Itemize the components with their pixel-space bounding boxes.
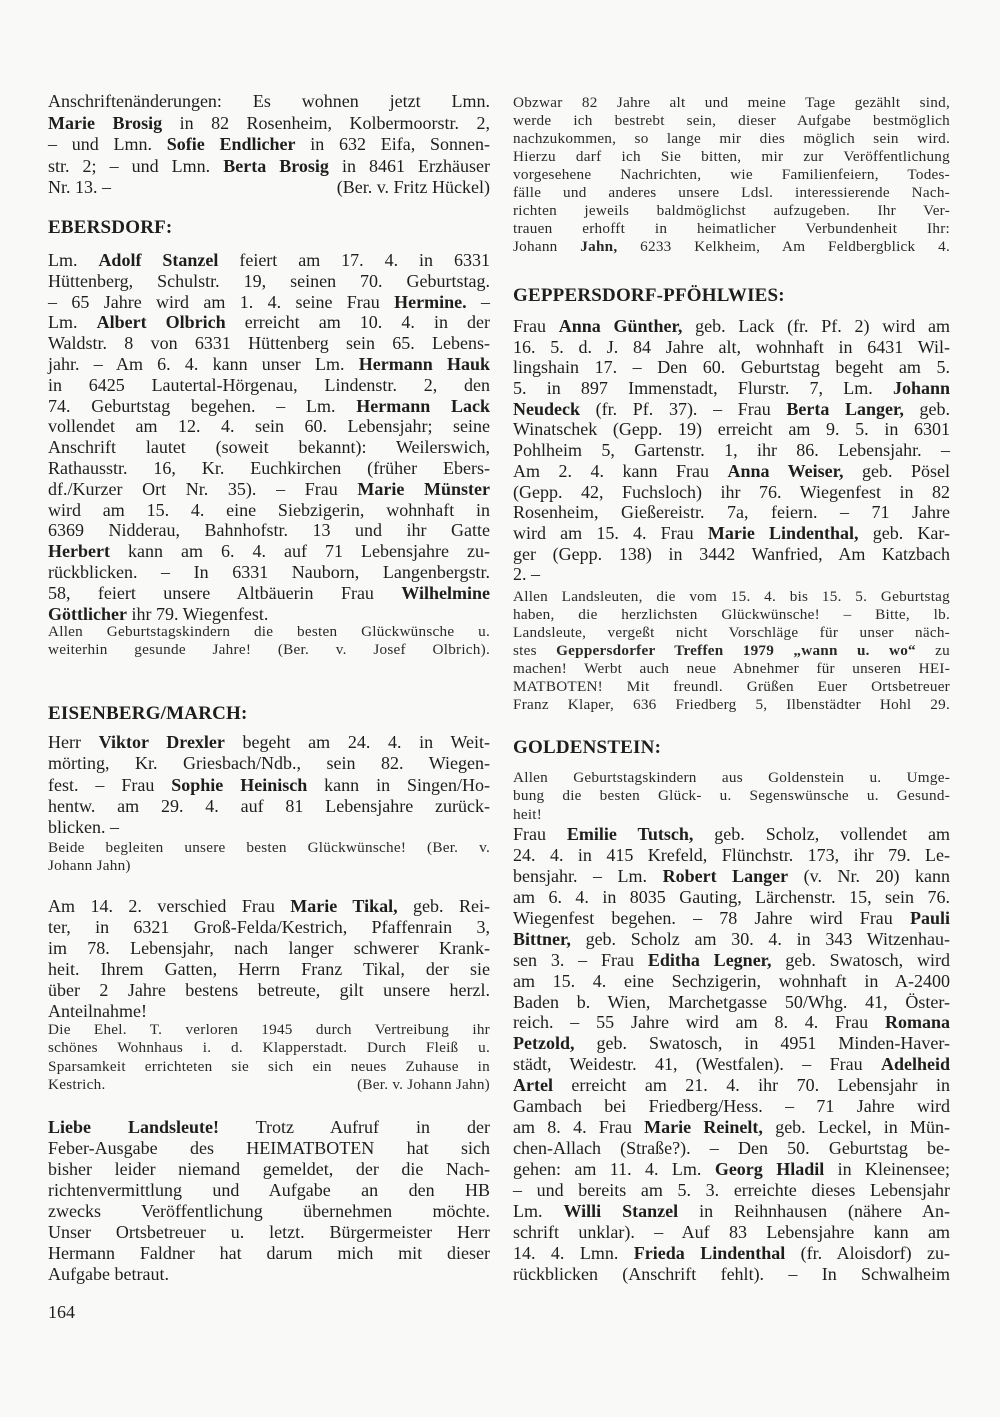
text-line [48, 623, 490, 641]
text-run: schrift unklar). – Auf 83 Lebensjahre kann am [513, 1221, 950, 1242]
text-line [48, 732, 490, 753]
bold-name: Georg Hladil [714, 1159, 825, 1179]
text-run: 74. Geburtstag begehen. – Lm. [48, 395, 357, 416]
bold-name: Hermann Hauk [358, 353, 490, 374]
text-run: Gambach bei Friedberg/Hess. – 71 Jahre wird [513, 1096, 950, 1117]
text-run: (fr. Pf. 37). – Frau [580, 398, 787, 419]
text-line [513, 148, 950, 166]
text-run: sen 3. – Frau [513, 949, 648, 970]
text-run: fest. – Frau [48, 774, 172, 795]
text-line [48, 604, 490, 625]
text-line [48, 1180, 490, 1201]
note-paragraph [513, 94, 950, 256]
text-line [48, 416, 490, 437]
text-run: reich. – 55 Jahre wird am 8. 4. Frau [513, 1012, 885, 1033]
text-line [48, 113, 490, 135]
text-line [48, 500, 490, 521]
text-line [48, 1117, 490, 1138]
text-run: Frau [513, 824, 567, 844]
bold-name: Geppersdorfer Treffen 1979 „wann u. wo“ [556, 642, 916, 659]
text-line [48, 437, 490, 458]
text-run: Landsleute, vergeßt nicht Vorschläge für unser näch- [513, 624, 950, 641]
text-run: heit. Ihrem Gatten, Herrn Franz Tikal, der sie [48, 959, 490, 979]
bold-name: Pauli [909, 907, 950, 928]
text-line [48, 562, 490, 583]
text-line [48, 1222, 490, 1243]
text-line [48, 857, 490, 875]
bold-name: Petzold, [513, 1033, 575, 1054]
text-line [48, 333, 490, 354]
text-line [513, 220, 950, 238]
text-run: 6369 Nidderau, Bahnhofstr. 13 und ihr Gatte [48, 520, 490, 541]
text-run: Rathausstr. 16, Kr. Euchkirchen (früher Ebers- [48, 457, 490, 478]
text-line [48, 775, 490, 796]
text-run: rückblicken. – In 6331 Nauborn, Langenbergstr. [48, 561, 490, 582]
bold-name: Neudeck [513, 398, 580, 419]
text-line [48, 641, 490, 659]
text-run: ter, in 6321 Groß-Felda/Kestrich, Pfaffenrain 3, [48, 917, 490, 937]
text-line [513, 166, 950, 184]
text-run: Nr. 13. – [48, 177, 111, 197]
text-run: Rosenheim, Gießereistr. 7a, feiern. – 71 Jahre [513, 502, 950, 523]
text-run: (v. Nr. 20) kann [788, 865, 951, 886]
text-run: – und Lmn. [48, 134, 167, 154]
text-run: Am 14. 2. verschied Frau [48, 896, 291, 916]
text-run: Unser Ortsbetreuer u. letzt. Bürgermeister Herr [48, 1222, 490, 1242]
text-run: im 78. Lebensjahr, nach langer schwerer Krank- [48, 938, 490, 958]
text-line [48, 250, 490, 271]
text-line [513, 202, 950, 220]
text-run: erreicht am 10. 4. in der [225, 312, 490, 333]
text-run: geb. Swatosch, in 4951 Minden-Haver- [574, 1033, 950, 1054]
text-line [513, 1054, 950, 1075]
text-line [513, 806, 950, 824]
text-run: geb. Scholz, vollendet am [693, 824, 951, 844]
text-line [48, 896, 490, 917]
report-credit: (Ber. v. Johann Jahn) [357, 1075, 490, 1093]
text-run: – [466, 291, 490, 312]
text-run: kann in Singen/Ho- [307, 774, 490, 795]
text-run: richtenvermittlung und Aufgabe an den HB [48, 1180, 490, 1200]
text-run: begeht am 24. 4. in Weit- [224, 732, 490, 752]
text-run: Hierzu darf ich Sie bitten, mir zur Veröffentlichung [513, 148, 950, 165]
text-line [513, 1201, 950, 1222]
text-run: rückblicken (Anschrift fehlt). – In Schwalheim [513, 1263, 950, 1284]
text-line [48, 1021, 490, 1039]
text-run: geb. Swatosch, wird [771, 949, 950, 970]
text-line [513, 787, 950, 805]
bold-name: Frieda Lindenthal [633, 1242, 786, 1263]
text-run: geb. [903, 398, 950, 419]
text-run: gehen: am 11. 4. Lm. [513, 1159, 715, 1179]
note-paragraph [513, 588, 950, 714]
note-paragraph [48, 1021, 490, 1094]
text-run: erreicht am 21. 4. ihr 70. Lebensjahr in [552, 1075, 950, 1096]
text-line [513, 1159, 950, 1180]
text-run: lingshain 17. – Den 60. Geburtstag begeht am 5. [513, 357, 950, 378]
note-paragraph [48, 623, 490, 659]
text-run: am 15. 4. eine Sechzigerin, wohnhaft in A-2400 [513, 970, 950, 991]
text-run: Baden b. Wien, Marchetgasse 50/Whg. 41, Öster- [513, 991, 950, 1012]
text-line [513, 357, 950, 378]
text-run: ihr 79. Wiegenfest. [126, 603, 269, 624]
text-run: haben, die herzlichsten Glückwünsche! – Bitte, lb. [513, 606, 950, 623]
text-line [48, 1001, 490, 1022]
text-run: chen-Allach (Straße?). – Den 50. Geburtstag be- [513, 1138, 950, 1159]
text-line [48, 839, 490, 857]
section-heading: GOLDENSTEIN: [513, 737, 662, 758]
text-line [513, 678, 950, 696]
text-line [513, 1180, 950, 1201]
bold-name: Liebe Landsleute! [48, 1117, 220, 1137]
text-run: heit! [513, 805, 543, 823]
text-run: in Kleinensee; [824, 1159, 950, 1179]
text-run: machen! Werbt auch neue Abnehmer für unseren HEI- [513, 660, 950, 677]
text-run: trauen erhofft in heimatlicher Verbundenheit Ihr: [513, 220, 950, 237]
text-line [513, 1075, 950, 1096]
text-run: in 632 Eifa, Sonnen- [295, 134, 490, 154]
text-line [48, 753, 490, 774]
text-run: 2. – [513, 564, 540, 585]
note-paragraph [513, 769, 950, 824]
text-line [513, 94, 950, 112]
bold-name: Marie Brosig [48, 112, 163, 133]
text-line [513, 112, 950, 130]
text-run: in 8461 Erzhäuser [328, 155, 490, 176]
text-run: vollendet am 12. 4. sein 60. Lebensjahr; seine [48, 416, 490, 437]
text-line [48, 583, 490, 604]
bold-name: Adelheid [880, 1054, 950, 1075]
text-run: zwecks Veröffentlichung übernehmen möchte. [48, 1201, 490, 1221]
text-run: bensjahr. – Lm. [513, 865, 663, 886]
text-line [513, 378, 950, 399]
text-run: blicken. – [48, 817, 119, 838]
text-run: wird am 15. 4. Frau [513, 522, 708, 543]
text-line [513, 399, 950, 420]
bold-name: Berta Langer, [786, 398, 904, 419]
text-run: hentw. am 29. 4. auf 81 Lebensjahre zurück- [48, 795, 490, 816]
text-line [48, 1076, 490, 1094]
text-line [513, 642, 950, 660]
text-run: bisher leider niemand gemeldet, der die Nach- [48, 1159, 490, 1179]
text-run: in Reihnhausen (nähere An- [678, 1200, 950, 1221]
text-line [513, 1033, 950, 1054]
bold-name: Albert Olbrich [96, 312, 226, 333]
bold-name: Marie Lindenthal, [707, 522, 859, 543]
text-run: am 8. 4. Frau [513, 1117, 645, 1138]
text-line [513, 950, 950, 971]
text-line [513, 824, 950, 845]
text-line [48, 458, 490, 479]
text-run: Waldstr. 8 von 6331 Hüttenberg sein 65. Lebens- [48, 333, 490, 354]
text-line [513, 1096, 950, 1117]
text-line [513, 696, 950, 714]
text-run: Die Ehel. T. verloren 1945 durch Vertreibung ihr [48, 1021, 490, 1038]
text-run: am 6. 4. in 8035 Gauting, Lärchenstr. 15, sein 76. [513, 886, 950, 907]
text-line [513, 1117, 950, 1138]
bold-name: Jahn, [580, 238, 618, 255]
text-run: über 2 Jahre bestens betreute, gilt unsere herzl. [48, 980, 490, 1000]
bold-name: Berta Brosig [223, 155, 329, 176]
text-run: städt, Weidestr. 41, (Westfalen). – Frau [513, 1054, 881, 1075]
text-line [513, 130, 950, 148]
text-run: (fr. Aloisdorf) zu- [785, 1242, 951, 1263]
text-run: in 82 Rosenheim, Kolbermoorstr. 2, [162, 112, 490, 133]
bold-name: Viktor Drexler [98, 732, 225, 752]
text-line [48, 541, 490, 562]
text-run: df./Kurzer Ort Nr. 35). – Frau [48, 478, 358, 499]
text-run: Franz Klaper, 636 Friedberg 5, Ilbenstädter Hohl 29. [513, 696, 950, 713]
bold-name: Bittner, [513, 928, 571, 949]
text-line [48, 817, 490, 838]
text-run: Allen Geburtstagskindern aus Goldenstein u. Umge- [513, 769, 950, 786]
text-run: Anteilnahme! [48, 1001, 147, 1021]
text-line [48, 1058, 490, 1076]
bold-name: Marie Tikal, [290, 896, 398, 916]
bold-name: Robert Langer [662, 865, 789, 886]
text-line [48, 271, 490, 292]
text-run: vorgesehene Nachrichten, wie Familienfeiern, Todes- [513, 166, 950, 183]
text-run: weiterhin gesunde Jahre! (Ber. v. Josef Olbrich). [48, 641, 490, 658]
text-line [513, 1264, 950, 1285]
text-run: geb. Kar- [858, 522, 950, 543]
text-run: jahr. – Am 6. 4. kann unser Lm. [48, 353, 359, 374]
text-line [513, 769, 950, 787]
text-run: schönes Wohnhaus i. d. Klapperstadt. Durch Fleiß u. [48, 1039, 490, 1057]
text-line [48, 1264, 490, 1285]
paragraph [48, 1117, 490, 1285]
text-run: Lm. [48, 312, 97, 333]
text-line [513, 564, 950, 585]
text-line [48, 134, 490, 156]
text-line [513, 482, 950, 503]
bold-name: Editha Legner, [647, 949, 772, 970]
text-line [513, 523, 950, 544]
text-run: Wiegenfest begehen. – 78 Jahre wird Frau [513, 907, 910, 928]
section-heading: EBERSDORF: [48, 217, 173, 238]
text-line [48, 980, 490, 1001]
text-run: ger (Gepp. 138) in 3442 Wanfried, Am Katzbach [513, 543, 950, 564]
text-line [48, 354, 490, 375]
text-line [48, 479, 490, 500]
text-run: Lm. [48, 250, 99, 270]
text-line [513, 624, 950, 642]
bold-name: Hermann Lack [356, 395, 490, 416]
text-line [48, 1243, 490, 1264]
bold-name: Johann [892, 378, 950, 399]
report-credit: (Ber. v. Fritz Hückel) [336, 177, 490, 197]
text-run: 24. 4. in 415 Krefeld, Flünchstr. 173, ihr 79. Le- [513, 844, 950, 865]
text-run: werde ich bestrebt sein, dieser Aufgabe bestmöglich [513, 112, 950, 129]
text-run: Johann [513, 238, 581, 255]
text-run: nachzukommen, so lange mir dies möglich sein wird. [513, 130, 950, 147]
text-line [513, 337, 950, 358]
text-line [513, 660, 950, 678]
bold-name: Sophie Heinisch [171, 774, 308, 795]
text-run: zu [915, 642, 950, 659]
text-run: Obzwar 82 Jahre alt und meine Tage gezählt sind, [513, 94, 950, 111]
text-line [513, 238, 950, 256]
text-line [48, 292, 490, 313]
text-line [48, 796, 490, 817]
text-run: Allen Landsleuten, die vom 15. 4. bis 15. 5. Geburtstag [513, 588, 950, 605]
text-line [513, 606, 950, 624]
text-line [48, 396, 490, 417]
text-run: Trotz Aufruf in der [219, 1117, 490, 1137]
text-run: 5. in 897 Immenstadt, Flurstr. 7, Lm. [513, 378, 893, 399]
text-line [48, 156, 490, 178]
text-run: mörting, Kr. Griesbach/Ndb., sein 82. Wiegen- [48, 753, 490, 774]
paragraph [48, 250, 490, 624]
text-line [513, 887, 950, 908]
text-line [48, 91, 490, 113]
text-line [48, 375, 490, 396]
text-run: Pohlheim 5, Gartenstr. 1, ihr 86. Lebensjahr. – [513, 440, 950, 461]
text-run: geb. Leckel, in Mün- [762, 1117, 951, 1138]
text-run: richten jeweils baldmöglichst aufzugeben. Ihr Ver- [513, 202, 950, 219]
text-run: Frau [513, 316, 559, 336]
bold-name: Artel [513, 1075, 553, 1096]
text-line [513, 544, 950, 565]
bold-name: Anna Weiser, [727, 460, 844, 481]
text-line [513, 929, 950, 950]
text-run: Winatschek (Gepp. 19) erreicht am 9. 5. in 6301 [513, 419, 950, 440]
bold-name: Marie Münster [357, 478, 490, 499]
paragraph [513, 824, 950, 1285]
bold-name: Göttlicher [48, 603, 127, 624]
text-run: MATBOTEN! Mit freundl. Grüßen Euer Ortsbetreuer [513, 678, 950, 695]
text-line [48, 959, 490, 980]
text-run: in 6425 Lautertal-Hörgenau, Lindenstr. 2, den [48, 374, 490, 395]
text-line [48, 312, 490, 333]
text-line [513, 908, 950, 929]
text-line [513, 502, 950, 523]
text-run: (Gepp. 42, Fuchsloch) ihr 76. Wiegenfest in 82 [513, 481, 950, 502]
text-run: 16. 5. d. J. 84 Jahre alt, wohnhaft in 6431 Wil- [513, 336, 950, 357]
text-line [48, 1138, 490, 1159]
text-run: Beide begleiten unsere besten Glückwünsche! (Ber. v. [48, 839, 490, 856]
text-line [513, 316, 950, 337]
text-line [48, 520, 490, 541]
text-line [513, 1138, 950, 1159]
text-run: 14. 4. Lmn. [513, 1242, 634, 1263]
text-line [513, 461, 950, 482]
paragraph [48, 896, 490, 1022]
text-line [48, 1159, 490, 1180]
page-number: 164 [48, 1302, 75, 1322]
paragraph [48, 91, 490, 199]
text-run: 58, feiert unsere Altbäuerin Frau [48, 582, 402, 603]
bold-name: Emilie Tutsch, [566, 824, 694, 844]
section-heading: GEPPERSDORF-PFÖHLWIES: [513, 285, 785, 306]
bold-name: Sofie Endlicher [166, 134, 296, 154]
text-run: geb. Rei- [397, 896, 490, 916]
text-run: Lm. [513, 1200, 564, 1221]
bold-name: Anna Günther, [558, 316, 683, 336]
text-line [513, 866, 950, 887]
text-run: Anschriftenänderungen: Es wohnen jetzt Lmn. [48, 91, 490, 111]
text-line [513, 440, 950, 461]
bold-name: Herbert [48, 541, 110, 562]
text-line [513, 1243, 950, 1264]
text-run: Kestrich. [48, 1075, 106, 1093]
text-run: Anschrift lautet (soweit bekannt): Weilerswich, [48, 437, 490, 458]
paragraph [48, 732, 490, 838]
text-run: Feber-Ausgabe des HEIMATBOTEN hat sich [48, 1138, 490, 1158]
text-run: Aufgabe betraut. [48, 1264, 169, 1284]
text-run: Am 2. 4. kann Frau [513, 460, 728, 481]
text-run: geb. Scholz am 30. 4. in 343 Witzenhau- [570, 928, 950, 949]
text-run: feiert am 17. 4. in 6331 [218, 250, 490, 270]
text-run: Sparsamkeit errichteten sie sich ein neues Zuhause in [48, 1057, 490, 1075]
text-run: str. 2; – und Lmn. [48, 155, 224, 176]
text-run: – und bereits am 5. 3. erreichte dieses Lebensjahr [513, 1179, 950, 1200]
bold-name: Hermine. [394, 291, 467, 312]
text-run: Allen Geburtstagskindern die besten Glückwünsche u. [48, 623, 490, 640]
text-line [48, 177, 490, 199]
text-line [513, 588, 950, 606]
text-line [513, 1222, 950, 1243]
text-line [48, 1039, 490, 1057]
text-run: kann am 6. 4. auf 71 Lebensjahre zu- [109, 541, 490, 562]
bold-name: Marie Reinelt, [644, 1117, 763, 1138]
text-line [48, 1201, 490, 1222]
text-line [513, 992, 950, 1013]
text-line [513, 1012, 950, 1033]
bold-name: Romana [884, 1012, 950, 1033]
text-line [48, 938, 490, 959]
text-line [513, 845, 950, 866]
text-run: geb. Pösel [843, 460, 951, 481]
text-run: Herr [48, 732, 99, 752]
text-run: geb. Lack (fr. Pf. 2) wird am [682, 316, 951, 336]
bold-name: Willi Stanzel [563, 1200, 679, 1221]
bold-name: Adolf Stanzel [98, 250, 219, 270]
text-run: Johann Jahn) [48, 857, 131, 874]
bold-name: Wilhelmine [401, 582, 490, 603]
text-run: Hüttenberg, Schulstr. 19, seinen 70. Geburtstag. [48, 270, 490, 291]
section-heading: EISENBERG/MARCH: [48, 703, 248, 724]
paragraph [513, 316, 950, 585]
text-run: stes [513, 642, 557, 659]
text-run: – 65 Jahre wird am 1. 4. seine Frau [48, 291, 395, 312]
text-run: Hermann Faldner hat darum mich mit dieser [48, 1243, 490, 1263]
text-run: fälle und anderes unsere Ldsl. interessierende Nach- [513, 184, 950, 201]
text-run: 6233 Kelkheim, Am Feldbergblick 4. [617, 238, 951, 255]
text-run: wird am 15. 4. eine Siebzigerin, wohnhaft in [48, 499, 490, 520]
text-line [513, 419, 950, 440]
text-line [513, 971, 950, 992]
note-paragraph [48, 839, 490, 875]
text-line [48, 917, 490, 938]
text-line [513, 184, 950, 202]
text-run: bung die besten Glück- u. Segenswünsche u. Gesund- [513, 787, 950, 805]
